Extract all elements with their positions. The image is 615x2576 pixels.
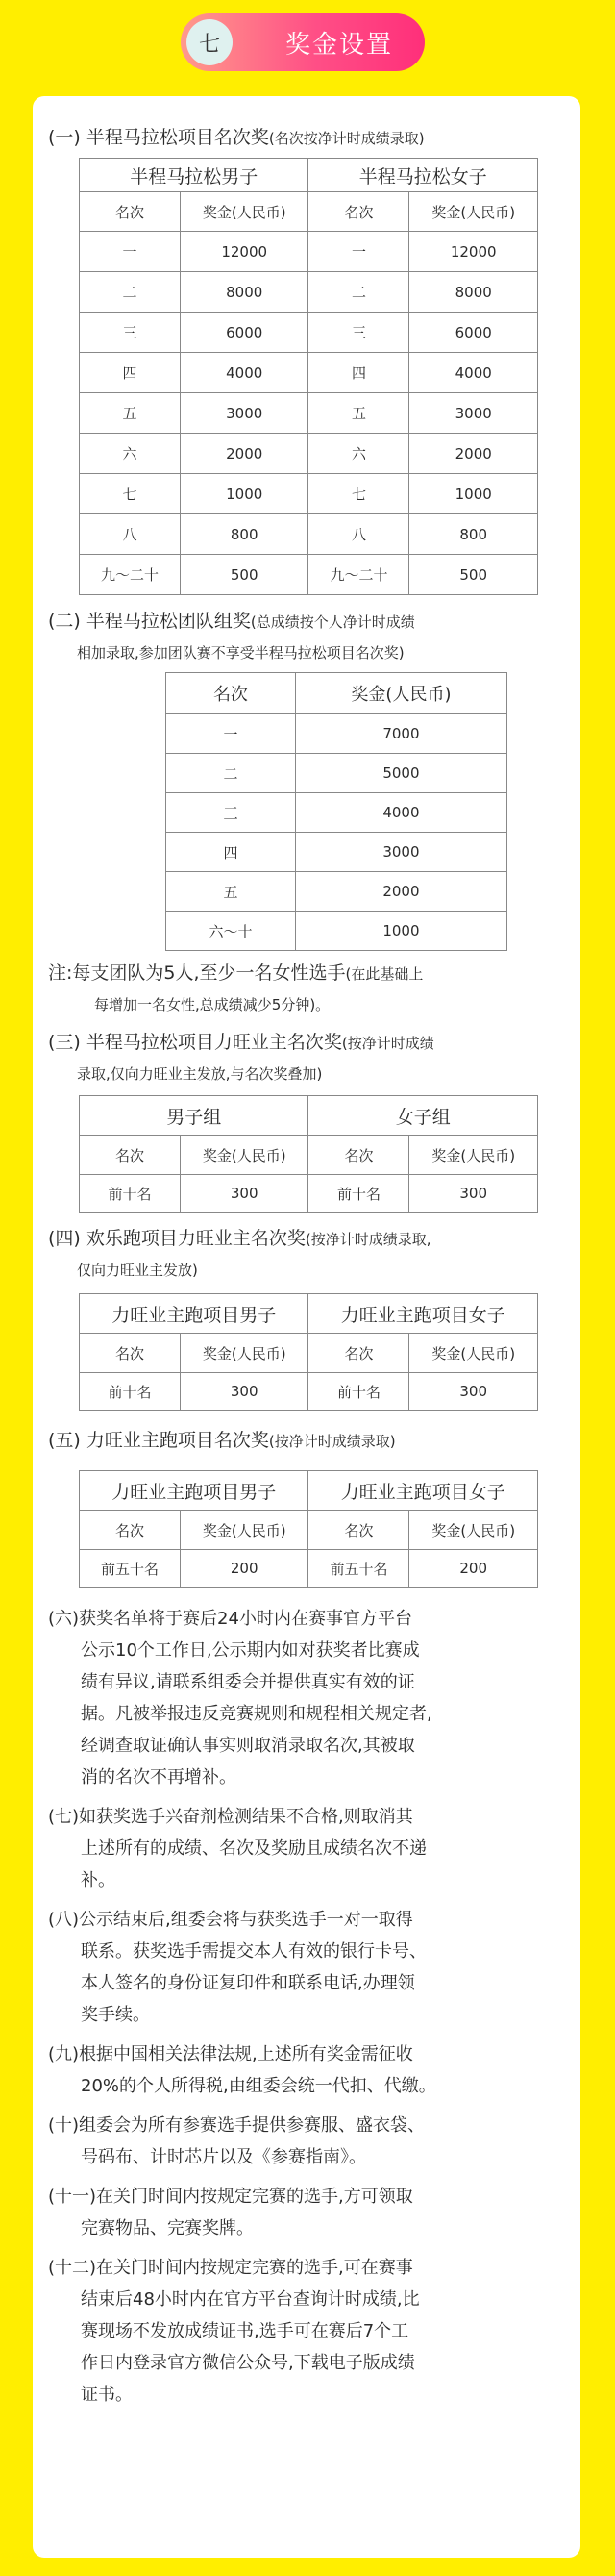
col-prize-header: 奖金(人民币) xyxy=(409,1511,538,1550)
prize-cell: 5000 xyxy=(295,754,506,793)
rule-text: 公示10个工作日,公示期内如对获奖者比赛成 xyxy=(81,1640,420,1661)
rule-text: 奖手续。 xyxy=(81,2005,150,2025)
footnote-note: (在此基础上 xyxy=(345,965,424,983)
rule-label: (七) xyxy=(48,1807,80,1827)
rule-text: 绩有异议,请联系组委会并提供真实有效的证 xyxy=(81,1672,415,1692)
rule-text: 赛现场不发放成绩证书,选手可在赛后7个工 xyxy=(81,2321,409,2341)
table-row xyxy=(80,353,538,393)
rank-cell: 六 xyxy=(308,434,409,474)
prize-cell: 800 xyxy=(180,514,308,555)
section1-title xyxy=(48,123,540,154)
prize-cell: 12000 xyxy=(409,232,538,272)
rank-cell: 四 xyxy=(80,353,181,393)
col-prize-header: 奖金(人民币) xyxy=(409,1136,538,1175)
prize-cell: 200 xyxy=(409,1550,538,1588)
rank-cell: 前十名 xyxy=(80,1373,181,1411)
section5-title xyxy=(48,1426,540,1457)
table-row xyxy=(166,793,507,833)
table-row xyxy=(80,555,538,595)
col-prize-header: 奖金(人民币) xyxy=(180,1136,308,1175)
rule-text: 在关门时间内按规定完赛的选手,可在赛事 xyxy=(96,2258,413,2278)
female-group-header: 半程马拉松女子 xyxy=(308,159,538,192)
table-row xyxy=(166,754,507,793)
rule-label: (十) xyxy=(48,2115,80,2136)
prize-cell: 800 xyxy=(409,514,538,555)
section-title: 奖金设置 xyxy=(284,30,393,60)
rank-cell: 前十名 xyxy=(308,1175,409,1213)
prize-cell: 8000 xyxy=(180,272,308,313)
table-row xyxy=(166,912,507,951)
section2-note-cont: 相加录取,参加团队赛不享受半程马拉松项目名次奖) xyxy=(77,644,405,662)
table-row xyxy=(80,313,538,353)
prize-cell: 3000 xyxy=(409,393,538,434)
rank-cell: 八 xyxy=(80,514,181,555)
rank-cell: 九～二十 xyxy=(80,555,181,595)
rule-text: 获奖名单将于赛后24小时内在赛事官方平台 xyxy=(79,1609,412,1629)
table-row xyxy=(80,232,538,272)
male-group-header: 男子组 xyxy=(80,1096,308,1136)
col-rank-header: 名次 xyxy=(80,1511,181,1550)
male-group-header: 半程马拉松男子 xyxy=(80,159,308,192)
table-row xyxy=(80,514,538,555)
rank-cell: 五 xyxy=(80,393,181,434)
rule-text: 作日内登录官方微信公众号,下载电子版成绩 xyxy=(81,2353,415,2373)
section3-heading: (三) 半程马拉松项目力旺业主名次奖 xyxy=(48,1032,342,1053)
rule-label: (九) xyxy=(48,2044,80,2064)
rule-item xyxy=(48,1801,540,1896)
rule-item xyxy=(48,2181,540,2244)
col-rank-header: 名次 xyxy=(308,1136,409,1175)
rank-cell: 一 xyxy=(166,714,296,754)
rule-label: (十二) xyxy=(48,2258,97,2278)
section3-note-cont: 录取,仅向力旺业主发放,与名次奖叠加) xyxy=(77,1065,323,1083)
col-rank-header: 名次 xyxy=(166,673,296,714)
col-rank-header: 名次 xyxy=(80,1334,181,1373)
rule-item xyxy=(48,2110,540,2173)
prize-cell: 300 xyxy=(180,1373,308,1411)
rule-text: 公示结束后,组委会将与获奖选手一对一取得 xyxy=(79,1910,413,1930)
rank-cell: 六～十 xyxy=(166,912,296,951)
col-rank-header: 名次 xyxy=(308,192,409,232)
rule-text: 20%的个人所得税,由组委会统一代扣、代缴。 xyxy=(81,2076,436,2096)
rank-cell: 二 xyxy=(80,272,181,313)
section1-table xyxy=(79,158,538,595)
rule-text: 联系。获奖选手需提交本人有效的银行卡号、 xyxy=(81,1941,427,1962)
rank-cell: 五 xyxy=(308,393,409,434)
prize-cell: 1000 xyxy=(295,912,506,951)
female-group-header: 力旺业主跑项目女子 xyxy=(308,1294,538,1334)
prize-cell: 3000 xyxy=(295,833,506,872)
section2-table xyxy=(165,672,507,951)
rule-text: 证书。 xyxy=(81,2385,133,2405)
rule-label: (十一) xyxy=(48,2187,97,2207)
female-group-header: 女子组 xyxy=(308,1096,538,1136)
col-prize-header: 奖金(人民币) xyxy=(180,1511,308,1550)
rule-text: 号码布、计时芯片以及《参赛指南》。 xyxy=(81,2147,366,2167)
rank-cell: 六 xyxy=(80,434,181,474)
rule-item xyxy=(48,2252,540,2411)
rank-cell: 七 xyxy=(80,474,181,514)
rule-item xyxy=(48,1904,540,2031)
rule-text: 消的名次不再增补。 xyxy=(81,1767,236,1788)
prize-cell: 12000 xyxy=(180,232,308,272)
rank-cell: 前十名 xyxy=(308,1373,409,1411)
col-rank-header: 名次 xyxy=(80,1136,181,1175)
rank-cell: 前五十名 xyxy=(80,1550,181,1588)
prize-cell: 500 xyxy=(409,555,538,595)
rules-list xyxy=(48,1603,540,2411)
table-row xyxy=(166,714,507,754)
col-rank-header: 名次 xyxy=(80,192,181,232)
rule-text: 结束后48小时内在官方平台查询计时成绩,比 xyxy=(81,2289,420,2310)
section2-title xyxy=(48,607,540,668)
prize-cell: 8000 xyxy=(409,272,538,313)
prize-cell: 4000 xyxy=(180,353,308,393)
col-prize-header: 奖金(人民币) xyxy=(295,673,506,714)
rule-item xyxy=(48,1603,540,1793)
footnote-note-cont: 每增加一名女性,总成绩减少5分钟)。 xyxy=(94,996,331,1013)
section3-title xyxy=(48,1028,540,1089)
prize-cell: 7000 xyxy=(295,714,506,754)
prize-cell: 6000 xyxy=(409,313,538,353)
rule-item xyxy=(48,2038,540,2102)
section4-title xyxy=(48,1224,540,1286)
rule-text: 据。凡被举报违反竞赛规则和规程相关规定者, xyxy=(81,1704,432,1724)
rank-cell: 前五十名 xyxy=(308,1550,409,1588)
rank-cell: 一 xyxy=(308,232,409,272)
rank-cell: 四 xyxy=(308,353,409,393)
prize-cell: 300 xyxy=(409,1175,538,1213)
section-header xyxy=(181,13,425,71)
prize-cell: 300 xyxy=(180,1175,308,1213)
rule-text: 如获奖选手兴奋剂检测结果不合格,则取消其 xyxy=(79,1807,413,1827)
section1-rows xyxy=(80,232,538,595)
rule-text: 本人签名的身份证复印件和联系电话,办理领 xyxy=(81,1973,415,1993)
table-row xyxy=(166,833,507,872)
rank-cell: 七 xyxy=(308,474,409,514)
section4-note-cont: 仅向力旺业主发放) xyxy=(77,1262,198,1279)
male-group-header: 力旺业主跑项目男子 xyxy=(80,1294,308,1334)
table-row xyxy=(80,434,538,474)
rank-cell: 二 xyxy=(308,272,409,313)
rule-label: (八) xyxy=(48,1910,80,1930)
rank-cell: 前十名 xyxy=(80,1175,181,1213)
table-row xyxy=(80,393,538,434)
prize-cell: 4000 xyxy=(295,793,506,833)
rule-text: 上述所有的成绩、名次及奖励且成绩名次不递 xyxy=(81,1838,427,1859)
section2-note: (总成绩按个人净计时成绩 xyxy=(250,613,415,631)
table-row xyxy=(80,272,538,313)
male-group-header: 力旺业主跑项目男子 xyxy=(80,1471,308,1511)
section-number-badge: 七 xyxy=(186,19,233,65)
rule-text: 在关门时间内按规定完赛的选手,方可领取 xyxy=(96,2187,413,2207)
rule-text: 经调查取证确认事实则取消录取名次,其被取 xyxy=(81,1736,415,1756)
table-row xyxy=(166,872,507,912)
section2-rows xyxy=(166,714,507,951)
col-prize-header: 奖金(人民币) xyxy=(180,1334,308,1373)
col-rank-header: 名次 xyxy=(308,1334,409,1373)
prize-cell: 6000 xyxy=(180,313,308,353)
section2-heading: (二) 半程马拉松团队组奖 xyxy=(48,611,251,632)
rank-cell: 五 xyxy=(166,872,296,912)
prize-cell: 300 xyxy=(409,1373,538,1411)
prize-cell: 1000 xyxy=(180,474,308,514)
section1-note: (名次按净计时成绩录取) xyxy=(268,130,425,147)
female-group-header: 力旺业主跑项目女子 xyxy=(308,1471,538,1511)
section1-heading: (一) 半程马拉松项目名次奖 xyxy=(48,127,269,148)
prize-cell: 2000 xyxy=(180,434,308,474)
rule-text: 组委会为所有参赛选手提供参赛服、盛衣袋、 xyxy=(79,2115,426,2136)
rank-cell: 三 xyxy=(80,313,181,353)
section4-heading: (四) 欢乐跑项目力旺业主名次奖 xyxy=(48,1228,306,1249)
rank-cell: 二 xyxy=(166,754,296,793)
prize-cell: 4000 xyxy=(409,353,538,393)
section3-note: (按净计时成绩 xyxy=(341,1035,434,1052)
rule-label: (六) xyxy=(48,1609,80,1629)
rank-cell: 四 xyxy=(166,833,296,872)
col-prize-header: 奖金(人民币) xyxy=(409,1334,538,1373)
prize-cell: 500 xyxy=(180,555,308,595)
rule-text: 根据中国相关法律法规,上述所有奖金需征收 xyxy=(79,2044,413,2064)
col-prize-header: 奖金(人民币) xyxy=(180,192,308,232)
rank-cell: 八 xyxy=(308,514,409,555)
rank-cell: 九～二十 xyxy=(308,555,409,595)
prize-cell: 200 xyxy=(180,1550,308,1588)
section5-table xyxy=(79,1470,538,1588)
rank-cell: 三 xyxy=(308,313,409,353)
section4-table xyxy=(79,1293,538,1411)
rule-text: 补。 xyxy=(81,1870,115,1890)
content xyxy=(48,123,540,2411)
rank-cell: 一 xyxy=(80,232,181,272)
section5-note: (按净计时成绩录取) xyxy=(268,1433,396,1450)
table-row xyxy=(80,474,538,514)
prize-cell: 3000 xyxy=(180,393,308,434)
footnote-text: 注:每支团队为5人,至少一名女性选手 xyxy=(48,963,346,984)
col-rank-header: 名次 xyxy=(308,1511,409,1550)
section2-footnote xyxy=(48,959,540,1020)
section5-heading: (五) 力旺业主跑项目名次奖 xyxy=(48,1430,269,1451)
prize-cell: 1000 xyxy=(409,474,538,514)
prize-cell: 2000 xyxy=(295,872,506,912)
section4-note: (按净计时成绩录取, xyxy=(305,1231,431,1248)
section3-table xyxy=(79,1095,538,1213)
rank-cell: 三 xyxy=(166,793,296,833)
rule-text: 完赛物品、完赛奖牌。 xyxy=(81,2218,254,2238)
prize-cell: 2000 xyxy=(409,434,538,474)
col-prize-header: 奖金(人民币) xyxy=(409,192,538,232)
